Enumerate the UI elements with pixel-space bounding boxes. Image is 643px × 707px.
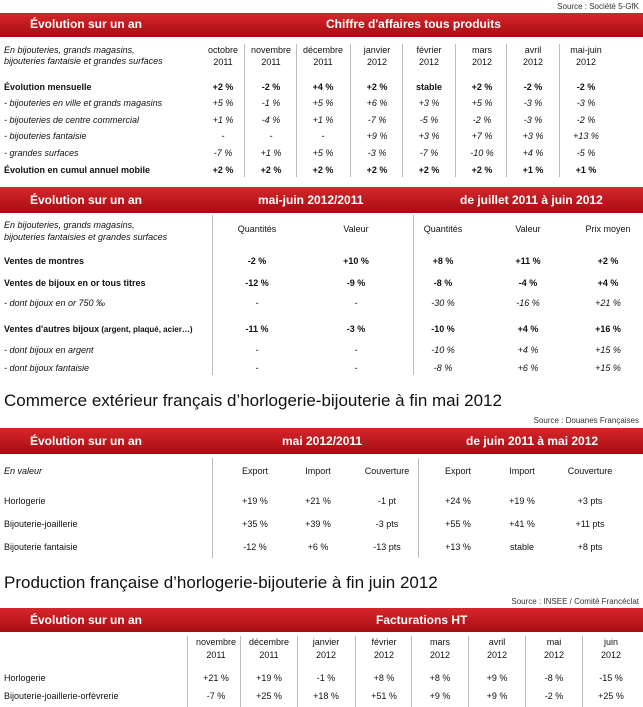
table3-cell: +3 pts <box>577 496 603 506</box>
table2-cell: - <box>354 363 358 373</box>
table4-cell: +8 % <box>429 673 451 683</box>
table1-cell: -5 % <box>419 115 439 125</box>
table1-cell: +2 % <box>212 165 234 175</box>
table3-title-right: de juin 2011 à mai 2012 <box>466 434 599 448</box>
table2-row-label <box>4 345 94 355</box>
table3-cell: +35 % <box>242 519 268 529</box>
table2-divider <box>212 215 213 375</box>
table2-col-header: Valeur <box>515 224 541 234</box>
table1-cell: +5 % <box>212 98 234 108</box>
table2-col-header: Quantités <box>423 224 463 234</box>
table1-col-header: 2012 <box>418 57 440 67</box>
table2-cell: +4 % <box>517 345 539 355</box>
source-label: Source : Société 5-GfK <box>557 2 639 11</box>
table3-cell: +24 % <box>445 496 471 506</box>
table2-row-label-text: - dont bijoux en argent <box>4 345 94 355</box>
table4-col-header: 2011 <box>259 650 279 660</box>
table1-cell: +2 % <box>418 165 440 175</box>
table2-title-mid: mai-juin 2012/2011 <box>258 193 364 207</box>
table3-row-label: Bijouterie-joaillerie <box>4 519 78 529</box>
table1-cell: -7 % <box>419 148 439 158</box>
table1-cell: +2 % <box>366 165 388 175</box>
table4-col-header: novembre <box>195 637 237 647</box>
table3-col-header: Couverture <box>567 466 613 476</box>
table2-row-label-text: Ventes de bijoux en or tous titres <box>4 278 146 288</box>
table3-header-band <box>0 428 643 454</box>
table2-desc-line2: bijouteries fantaisies et grandes surfaces <box>4 232 168 242</box>
table4-cell: +18 % <box>313 691 339 701</box>
section4-source: Source : INSEE / Comité Francéclat <box>511 597 639 606</box>
table2-cell: - <box>354 298 358 308</box>
table1-title-left: Évolution sur un an <box>30 17 143 31</box>
table4-cell: +51 % <box>371 691 397 701</box>
table2-desc-line1: En bijouteries, grands magasins, <box>4 220 135 230</box>
table4-col-header: janvier <box>312 637 340 647</box>
table4-cell: +25 % <box>598 691 624 701</box>
table1-cell: +2 % <box>212 82 234 92</box>
table1-desc-line1: En bijouteries, grands magasins, <box>4 45 135 55</box>
table2-cell: -9 % <box>346 278 366 288</box>
table1-col-header: décembre <box>302 45 344 55</box>
table4-title-left: Évolution sur un an <box>30 613 143 627</box>
table3-cell: +41 % <box>509 519 535 529</box>
table3-title-mid: mai 2012/2011 <box>282 434 363 448</box>
table4-col-header: 2011 <box>206 650 226 660</box>
table3-cell: +55 % <box>445 519 471 529</box>
table1-row-label: Évolution mensuelle <box>4 82 92 92</box>
table2-cell: - <box>255 363 259 373</box>
table3-cell: +19 % <box>242 496 268 506</box>
table2-cell: +4 % <box>597 278 619 288</box>
table1-cell: +2 % <box>366 82 388 92</box>
table2-cell: -30 % <box>431 298 455 308</box>
table1-col-header: avril <box>524 45 542 55</box>
table3-col-header: Couverture <box>364 466 410 476</box>
table4-cell: -2 % <box>544 691 564 701</box>
table1-row-label: - grandes surfaces <box>4 148 79 158</box>
table1-cell: +2 % <box>312 165 334 175</box>
table2-cell: -2 % <box>247 256 267 266</box>
table1-cell: +5 % <box>471 98 493 108</box>
table1-cell: +7 % <box>471 131 493 141</box>
table3-cell: -13 pts <box>373 542 401 552</box>
table4-col-header: mars <box>430 637 450 647</box>
table4-cell: +19 % <box>256 673 282 683</box>
table2-cell: +4 % <box>517 324 539 334</box>
table1-cell: +2 % <box>471 82 493 92</box>
table3-divider <box>212 458 213 558</box>
table2-row-label-text: Ventes d'autres bijoux <box>4 324 100 334</box>
table3-desc: En valeur <box>4 466 43 476</box>
section3-heading: Commerce extérieur français d’horlogerie-bijouterie à fin mai 2012 <box>4 391 502 410</box>
table1-cell: +1 % <box>212 115 234 125</box>
table1-cell: -3 % <box>576 98 596 108</box>
table2-cell: -3 % <box>346 324 366 334</box>
table1-cell: +5 % <box>312 98 334 108</box>
table2-cell: -4 % <box>518 278 538 288</box>
table2-row-label <box>4 256 84 266</box>
table1-row-label: - bijouteries fantaisie <box>4 131 87 141</box>
table1-cell: -3 % <box>367 148 387 158</box>
table1-col-header: janvier <box>363 45 391 55</box>
table4-cell: +25 % <box>256 691 282 701</box>
table4-row-label: Horlogerie <box>4 673 46 683</box>
table4-cell: +9 % <box>486 673 508 683</box>
table1-cell: +13 % <box>573 131 599 141</box>
table2-cell: - <box>354 345 358 355</box>
table1-cell: -3 % <box>523 98 543 108</box>
table2-col-header: Prix moyen <box>585 224 631 234</box>
table1-col-header: 2012 <box>522 57 544 67</box>
table4-col-header: 2012 <box>486 650 508 660</box>
table3-col-header: Export <box>444 466 471 476</box>
table1-cell: +9 % <box>366 131 388 141</box>
table2-title-left: Évolution sur un an <box>30 193 143 207</box>
table3-cell: +8 pts <box>577 542 603 552</box>
table2-row-label-text: - dont bijoux en or 750 ‰ <box>4 298 106 308</box>
table2-cell: +6 % <box>517 363 539 373</box>
table4-divider <box>582 636 583 707</box>
table3-cell: +39 % <box>305 519 331 529</box>
table2-col-header: Quantités <box>237 224 277 234</box>
table1-col-header: 2011 <box>213 57 233 67</box>
table1-cell: -5 % <box>576 148 596 158</box>
table4-cell: +8 % <box>373 673 395 683</box>
table3-col-header: Import <box>305 466 331 476</box>
table3-cell: stable <box>509 542 535 552</box>
table1-col-header: novembre <box>250 45 292 55</box>
section3-source: Source : Douanes Françaises <box>533 416 639 425</box>
table4-col-header: 2012 <box>543 650 565 660</box>
table2-cell: -8 % <box>433 278 453 288</box>
table1-cell: -7 % <box>213 148 233 158</box>
table4-col-header: avril <box>488 637 506 647</box>
table1-cell: +1 % <box>522 165 544 175</box>
table4-cell: +9 % <box>486 691 508 701</box>
table4-divider <box>468 636 469 707</box>
table1-cell: +1 % <box>312 115 334 125</box>
table4-divider <box>525 636 526 707</box>
table4-cell: -1 % <box>316 673 336 683</box>
table1-col-header: 2011 <box>313 57 333 67</box>
table2-cell: +8 % <box>432 256 454 266</box>
table1-col-header: octobre <box>207 45 239 55</box>
table1-row-label: Évolution en cumul annuel mobile <box>4 165 151 175</box>
table4-cell: -15 % <box>599 673 623 683</box>
table4-col-header: 2012 <box>429 650 451 660</box>
table2-header-band <box>0 187 643 213</box>
table2-row-label <box>4 324 193 334</box>
table2-cell: +16 % <box>595 324 621 334</box>
table1-cell: +4 % <box>522 148 544 158</box>
table4-divider <box>411 636 412 707</box>
table4-col-header: juin <box>603 637 618 647</box>
table1-cell: -4 % <box>261 115 281 125</box>
table3-cell: +11 pts <box>575 519 605 529</box>
table1-header-band <box>0 13 643 37</box>
table4-cell: -7 % <box>206 691 226 701</box>
table1-row-label: - bijouteries de centre commercial <box>4 115 140 125</box>
table1-cell: - <box>221 131 225 141</box>
table2-title-right: de juillet 2011 à juin 2012 <box>460 193 603 207</box>
table1-cell: -1 % <box>261 98 281 108</box>
table1-row-label: - bijouteries en ville et grands magasins <box>4 98 163 108</box>
table1-col-header: 2011 <box>261 57 281 67</box>
table2-cell: -10 % <box>431 345 455 355</box>
table2-cell: -11 % <box>245 324 269 334</box>
section4-heading: Production française d’horlogerie-bijouterie à fin juin 2012 <box>4 573 438 592</box>
table4-col-header: mai <box>546 637 562 647</box>
table1-cell: +3 % <box>522 131 544 141</box>
table1-col-header: 2012 <box>575 57 597 67</box>
table1-cell: -2 % <box>472 115 492 125</box>
table1-cell: -2 % <box>523 82 543 92</box>
table3-cell: -1 pt <box>377 496 396 506</box>
table2-cell: +15 % <box>595 345 621 355</box>
table3-cell: +6 % <box>307 542 329 552</box>
table4-col-header: décembre <box>248 637 290 647</box>
table1-col-header: 2012 <box>366 57 388 67</box>
table1-cell: +3 % <box>418 131 440 141</box>
table4-cell: -8 % <box>544 673 564 683</box>
table4-cell: +9 % <box>429 691 451 701</box>
table2-row-label <box>4 363 89 373</box>
table1-cell: -10 % <box>470 148 494 158</box>
table2-cell: -8 % <box>433 363 453 373</box>
table2-cell: +2 % <box>597 256 619 266</box>
table3-title-left: Évolution sur un an <box>30 434 143 448</box>
table1-cell: -2 % <box>576 115 596 125</box>
table4-cell: +21 % <box>203 673 229 683</box>
table4-col-header: 2012 <box>600 650 622 660</box>
table1-col-header: février <box>416 45 442 55</box>
table2-row-label-note: (argent, plaqué, acier…) <box>99 325 193 334</box>
table1-cell: -7 % <box>367 115 387 125</box>
table1-cell: -2 % <box>261 82 281 92</box>
table1-col-header: mars <box>472 45 492 55</box>
table2-cell: +10 % <box>343 256 369 266</box>
table4-row-label: Bijouterie-joaillerie-orfèvrerie <box>4 691 119 701</box>
table1-col-header: 2012 <box>471 57 493 67</box>
table4-col-header: février <box>371 637 397 647</box>
table1-desc-line2: bijouteries fantaisie et grandes surfaces <box>4 56 163 66</box>
table3-col-header: Import <box>509 466 535 476</box>
table4-divider <box>355 636 356 707</box>
table1-cell: +6 % <box>366 98 388 108</box>
table4-col-header: 2012 <box>315 650 337 660</box>
table2-col-header: Valeur <box>343 224 369 234</box>
table2-cell: -10 % <box>431 324 455 334</box>
table3-cell: +21 % <box>305 496 331 506</box>
table2-row-label <box>4 298 105 308</box>
table1-cell: +3 % <box>418 98 440 108</box>
table1-cell: - <box>269 131 273 141</box>
table1-cell: stable <box>415 82 442 92</box>
table3-cell: -12 % <box>243 542 267 552</box>
table2-cell: +21 % <box>595 298 621 308</box>
table4-title-right: Facturations HT <box>376 613 468 627</box>
table3-row-label: Bijouterie fantaisie <box>4 542 78 552</box>
table4-col-header: 2012 <box>373 650 395 660</box>
table1-cell: +5 % <box>312 148 334 158</box>
table3-row-label: Horlogerie <box>4 496 46 506</box>
table1-cell: +1 % <box>575 165 597 175</box>
table1-cell: +1 % <box>260 148 282 158</box>
table2-cell: - <box>255 298 259 308</box>
table1-cell: - <box>321 131 325 141</box>
table4-divider <box>297 636 298 707</box>
table4-header-band <box>0 608 643 632</box>
table2-row-label-text: Ventes de montres <box>4 256 85 266</box>
table2-row-label <box>4 278 146 288</box>
table2-cell: -16 % <box>516 298 540 308</box>
table1-cell: +2 % <box>471 165 493 175</box>
table1-cell: -3 % <box>523 115 543 125</box>
table2-cell: +15 % <box>595 363 621 373</box>
table3-cell: -3 pts <box>375 519 399 529</box>
table2-row-label-text: - dont bijoux fantaisie <box>4 363 90 373</box>
table2-cell: - <box>255 345 259 355</box>
table1-cell: +2 % <box>260 165 282 175</box>
table1-col-header: mai-juin <box>570 45 602 55</box>
table2-cell: -12 % <box>245 278 269 288</box>
table1-cell: -2 % <box>576 82 596 92</box>
table3-cell: +19 % <box>509 496 535 506</box>
table2-cell: +11 % <box>515 256 541 266</box>
table3-col-header: Export <box>241 466 268 476</box>
table3-cell: +13 % <box>445 542 471 552</box>
table1-title-right: Chiffre d'affaires tous produits <box>326 17 501 31</box>
table4-divider <box>187 636 188 707</box>
table1-cell: +4 % <box>312 82 334 92</box>
